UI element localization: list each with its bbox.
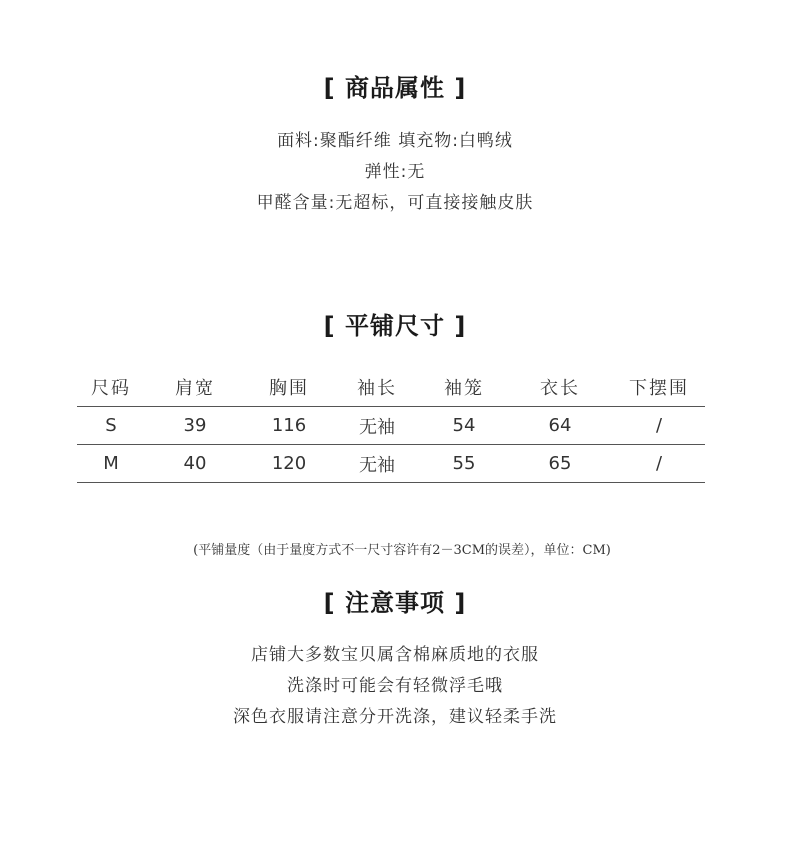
table-cell: / <box>613 445 705 483</box>
header-armhole: 袖笼 <box>421 368 507 407</box>
attributes-title: [ 商品属性 ] <box>323 74 467 102</box>
header-hem: 下摆围 <box>613 368 705 407</box>
notice-title: [ 注意事项 ] <box>323 589 467 617</box>
table-cell: M <box>77 445 145 483</box>
header-size: 尺码 <box>77 368 145 407</box>
table-row <box>77 445 705 483</box>
table-cell: S <box>77 407 145 445</box>
measurement-note: (平铺量度（由于量度方式不一尺寸容许有2－3CM的误差），单位：CM) <box>193 543 611 558</box>
table-cell: 54 <box>421 407 507 445</box>
notice-line: 店铺大多数宝贝属含棉麻质地的衣服 <box>251 645 539 665</box>
table-cell: 120 <box>245 445 333 483</box>
table-cell: 39 <box>145 407 245 445</box>
table-cell: 55 <box>421 445 507 483</box>
size-table <box>77 368 705 483</box>
table-row <box>77 407 705 445</box>
table-cell: / <box>613 407 705 445</box>
header-chest: 胸围 <box>245 368 333 407</box>
table-cell: 65 <box>507 445 613 483</box>
table-cell: 64 <box>507 407 613 445</box>
table-header-row <box>77 368 705 407</box>
material-line: 面料:聚酯纤维 填充物:白鸭绒 <box>277 131 513 151</box>
header-length: 衣长 <box>507 368 613 407</box>
table-cell: 无袖 <box>333 445 421 483</box>
notice-line: 洗涤时可能会有轻微浮毛哦 <box>287 676 503 696</box>
table-cell: 无袖 <box>333 407 421 445</box>
elasticity-line: 弹性:无 <box>364 162 426 182</box>
notice-line: 深色衣服请注意分开洗涤，建议轻柔手洗 <box>233 707 557 727</box>
size-title: [ 平铺尺寸 ] <box>323 312 467 340</box>
header-sleeve-length: 袖长 <box>333 368 421 407</box>
table-cell: 116 <box>245 407 333 445</box>
table-cell: 40 <box>145 445 245 483</box>
formaldehyde-line: 甲醛含量:无超标，可直接接触皮肤 <box>256 193 534 213</box>
header-shoulder: 肩宽 <box>145 368 245 407</box>
